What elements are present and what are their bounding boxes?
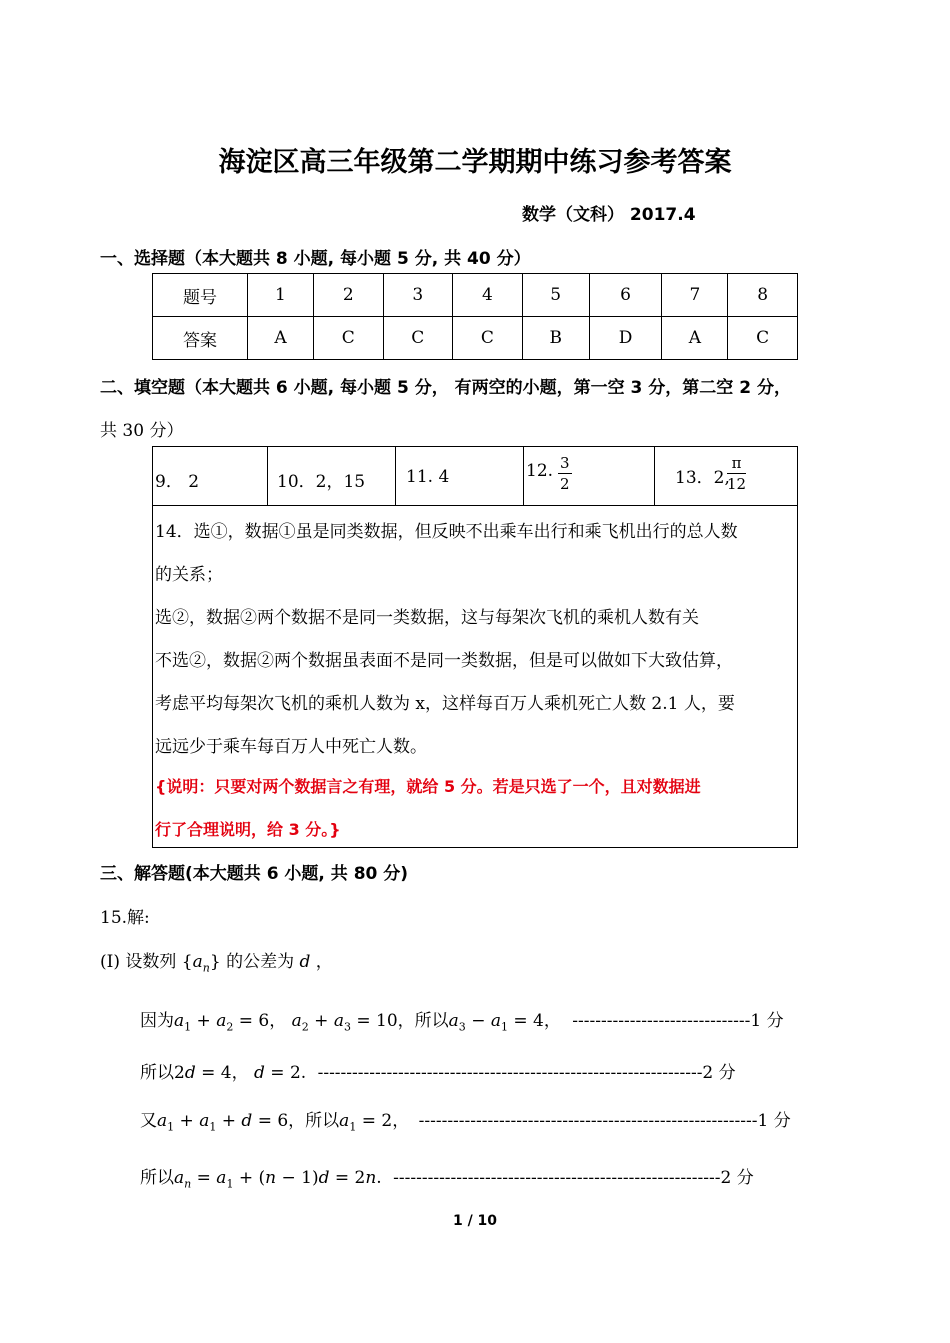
answer-q11: 11. 4 [406, 467, 450, 487]
q14-line: 14．选①，数据①虽是同类数据，但反映不出乘车出行和乘飞机出行的总人数 [155, 522, 738, 542]
math-expr: $a_2 + a_3 = 10$ [291, 1011, 398, 1034]
text: ， [392, 1111, 410, 1131]
grading-note-line2: 行了合理说明，给 3 分。} [155, 820, 341, 839]
text: ， [315, 952, 333, 972]
table-cell: 4 [453, 274, 523, 317]
section1-heading: 一、选择题（本大题共 8 小题, 每小题 5 分, 共 40 分） [100, 249, 531, 269]
text: ，所以 [288, 1111, 340, 1131]
fraction-pi-over-12 [727, 453, 746, 494]
part1-intro [100, 947, 333, 974]
text: 的公差为 [226, 952, 295, 972]
math-expr: d = 2 [254, 1063, 301, 1083]
solution-step-2 [140, 1058, 736, 1083]
table-cell: 6 [589, 274, 662, 317]
text: 所以 [140, 1168, 174, 1188]
text: 因为 [140, 1011, 174, 1031]
score-marker: -------------------------------------------------------------------2 分 [317, 1063, 736, 1083]
score-marker: ---------------------------------------------------------2 分 [393, 1168, 754, 1188]
page-number: 1 / 10 [452, 1213, 498, 1229]
table-cell-label: 题号 [153, 274, 248, 317]
table-cell: 1 [248, 274, 314, 317]
answer-cell-q11 [396, 447, 524, 505]
math-expr: 2d = 4 [174, 1063, 232, 1083]
table-cell: A [662, 317, 728, 360]
q14-line: 不选②，数据②两个数据虽表面不是同一类数据，但是可以做如下大致估算， [155, 651, 733, 671]
text: 所以 [140, 1063, 174, 1083]
q14-line: 远远少于乘车每百万人中死亡人数。 [155, 737, 427, 757]
table-cell: D [589, 317, 662, 360]
fill-in-top-row [153, 447, 797, 506]
answer-cell-q10 [268, 447, 396, 505]
fraction-numerator: 3 [560, 454, 570, 472]
q14-line: 的关系； [155, 565, 223, 585]
text: . [376, 1168, 382, 1188]
q14-line: 选②，数据②两个数据不是同一类数据，这与每架次飞机的乘机人数有关 [155, 608, 699, 628]
table-cell: 2 [313, 274, 383, 317]
answer-q10: 10．2，15 [277, 472, 366, 492]
math-expr: $a_1 + a_1 + d = 6$ [157, 1111, 289, 1134]
text: (Ⅰ) 设数列 [100, 952, 177, 972]
q14-line: 考虑平均每架次飞机的乘机人数为 x，这样每百万人乘机死亡人数 2.1 人，要 [155, 694, 735, 714]
fraction-numerator: π [727, 453, 746, 474]
math-sequence-an: $\{a_n\}$ [181, 952, 221, 975]
table-cell: C [383, 317, 453, 360]
fraction-three-halves [558, 453, 572, 494]
table-cell: B [522, 317, 589, 360]
table-cell: 5 [522, 274, 589, 317]
text: 又 [140, 1111, 157, 1131]
solution-step-4 [140, 1163, 754, 1190]
section2-heading-cont: 共 30 分） [100, 421, 184, 441]
score-marker: -------------------------------1 分 [572, 1011, 784, 1031]
solution-step-3 [140, 1106, 791, 1133]
text: ，所以 [397, 1011, 449, 1031]
text: ， [543, 1011, 561, 1031]
answer-cell-q9 [153, 447, 268, 505]
answer-q9: 9． 2 [155, 472, 200, 492]
text: ， [231, 1063, 249, 1083]
q15-label: 15.解: [100, 908, 150, 928]
fraction-denominator: 12 [727, 475, 747, 493]
answer-q13-label: 13．2, [675, 468, 730, 488]
table-cell: 7 [662, 274, 728, 317]
table-row [153, 274, 798, 317]
fraction-denominator: 2 [560, 475, 570, 493]
table-cell: 8 [728, 274, 798, 317]
table-cell: A [248, 317, 314, 360]
page-title: 海淀区高三年级第二学期期中练习参考答案 [218, 147, 732, 178]
score-marker: -----------------------------------------------------------1 分 [418, 1111, 791, 1131]
table-cell: C [728, 317, 798, 360]
math-expr: $a_n = a_1 + (n - 1)d = 2n$ [174, 1168, 377, 1191]
choice-answer-table [152, 273, 798, 360]
table-row [153, 317, 798, 360]
table-cell: C [453, 317, 523, 360]
section3-heading: 三、解答题(本大题共 6 小题, 共 80 分) [100, 864, 409, 884]
text: ， [269, 1011, 287, 1031]
math-expr: $a_1 = 2$ [339, 1111, 393, 1134]
table-cell-label: 答案 [153, 317, 248, 360]
table-cell: 3 [383, 274, 453, 317]
answer-q12-label: 12. [526, 461, 554, 481]
answer-cell-q13 [655, 447, 797, 505]
grading-note-line1: {说明：只要对两个数据言之有理，就给 5 分。若是只选了一个，且对数据进 [155, 777, 701, 796]
fill-in-answer-box [152, 446, 798, 848]
solution-step-1 [140, 1006, 784, 1033]
text: . [300, 1063, 307, 1083]
math-d: d [299, 952, 311, 972]
answer-cell-q12 [524, 447, 655, 505]
page-subtitle: 数学（文科） 2017.4 [522, 205, 696, 225]
math-expr: $a_1 + a_2 = 6$ [174, 1011, 270, 1034]
table-cell: C [313, 317, 383, 360]
section2-heading: 二、填空题（本大题共 6 小题, 每小题 5 分， 有两空的小题，第一空 3 分，第二空 2 分， [100, 378, 791, 398]
math-expr: $a_3 - a_1 = 4$ [448, 1011, 544, 1034]
